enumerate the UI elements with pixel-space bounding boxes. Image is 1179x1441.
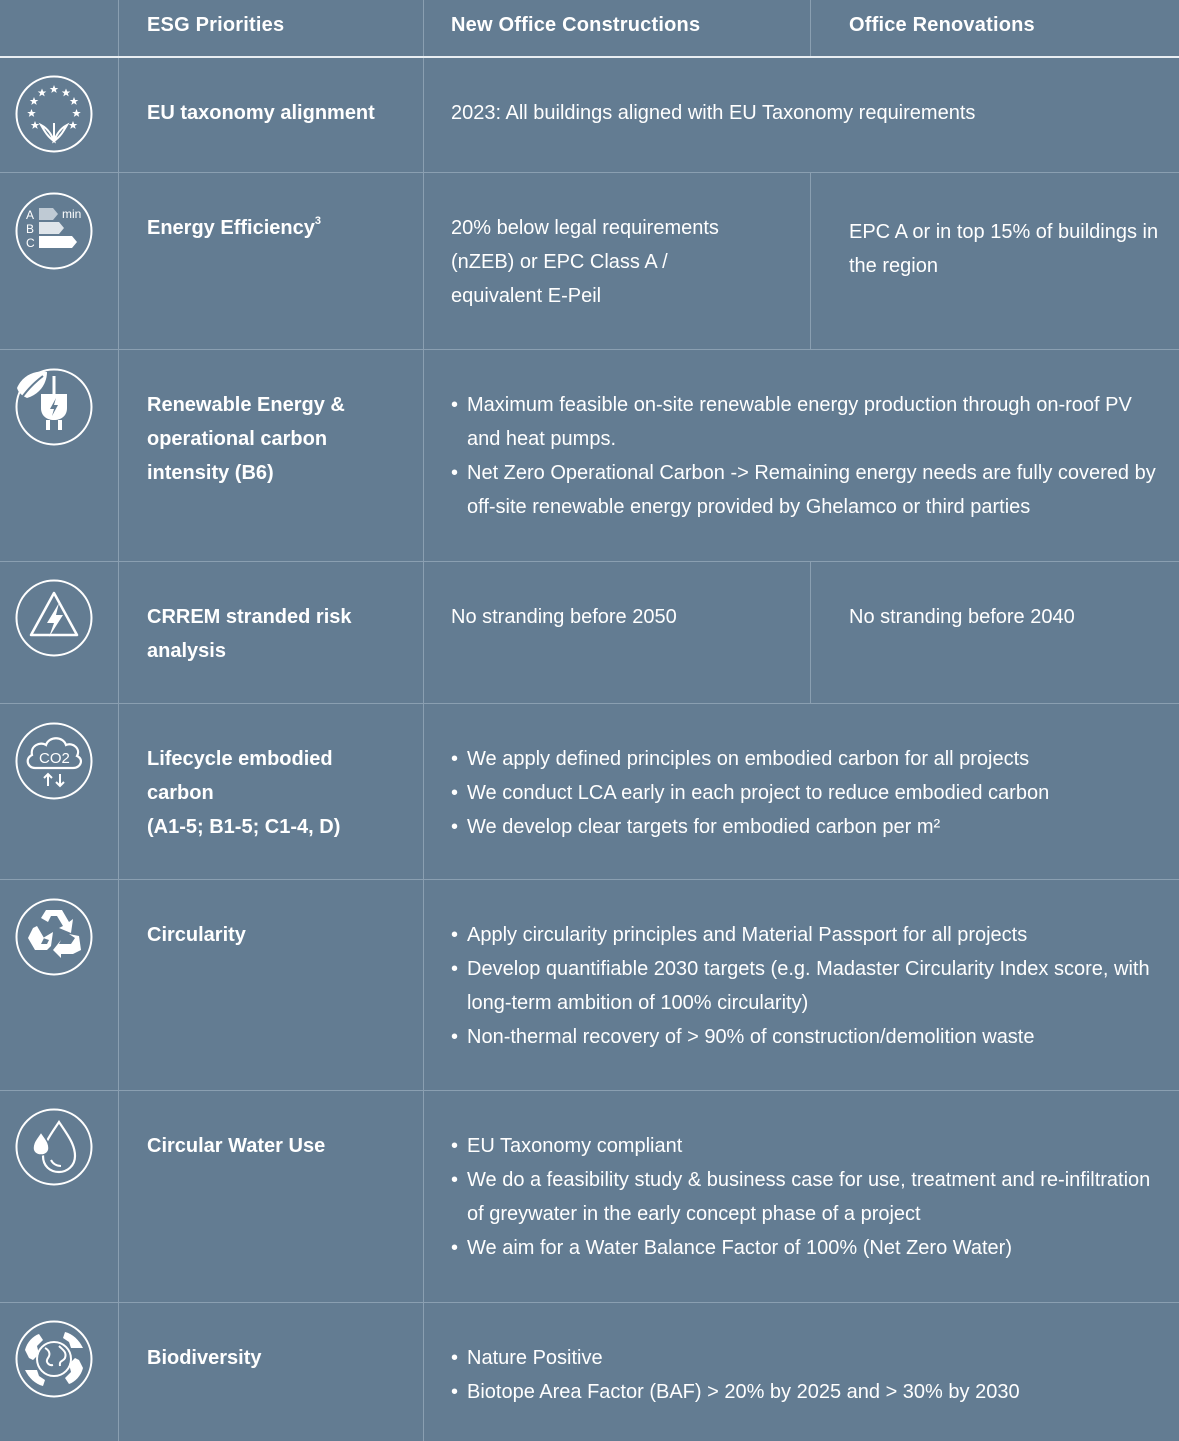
row-label: EU taxonomy alignment — [147, 102, 375, 124]
row-label: Circular Water Use — [147, 1135, 326, 1157]
row-label: Biodiversity — [147, 1347, 262, 1369]
svg-text:B: B — [26, 222, 35, 236]
list-item: • Apply circularity principles and Material Passport for all projects — [451, 918, 1163, 952]
list-item: • Non-thermal recovery of > 90% of construction/demolition waste — [451, 1020, 1163, 1054]
row-label: Renewable Energy & operational carbon intensity (B6) — [147, 394, 345, 484]
new-construction-cell: 20% below legal requirements (nZEB) or EPC Class A / equivalent E-Peil — [451, 217, 719, 307]
list-item: • We do a feasibility study & business case for use, treatment and re-infiltration of greywater in the early concept phase of a project — [451, 1163, 1163, 1231]
list-item: • We aim for a Water Balance Factor of 100% (Net Zero Water) — [451, 1231, 1163, 1265]
header-row — [0, 0, 1179, 57]
row-energy-efficiency — [0, 173, 1179, 349]
svg-text:A: A — [26, 208, 35, 222]
header-esg-priorities: ESG Priorities — [147, 14, 285, 36]
row-label: CRREM stranded risk analysis — [147, 606, 352, 662]
lightning-triangle-icon — [15, 579, 93, 657]
row-label: Circularity — [147, 924, 246, 946]
eu-stars-hands-icon — [15, 75, 93, 153]
list-item: • Nature Positive — [451, 1341, 1163, 1375]
row-label: Energy Efficiency$^3$ — [147, 215, 321, 239]
hands-globe-icon — [15, 1320, 93, 1398]
svg-text:C: C — [26, 236, 35, 250]
leaf-plug-icon — [15, 368, 93, 446]
header-new-office-constructions: New Office Constructions — [451, 14, 701, 36]
row-circular-water — [0, 1091, 1179, 1302]
list-item: • We develop clear targets for embodied carbon per m² — [451, 810, 1163, 844]
list-item: • Develop quantifiable 2030 targets (e.g. Madaster Circularity Index score, with long-term ambition of 100% circularity) — [451, 952, 1163, 1020]
list-item: • Net Zero Operational Carbon -> Remaining energy needs are fully covered by off-site renewable energy provided by Ghelamco or third parties — [451, 456, 1163, 524]
recycle-icon — [15, 898, 93, 976]
merged-bullet-list — [451, 1341, 1163, 1409]
renovation-cell: EPC A or in top 15% of buildings in the region — [849, 221, 1159, 277]
row-biodiversity — [0, 1303, 1179, 1441]
row-renewable-energy — [0, 350, 1179, 561]
merged-bullet-list — [451, 388, 1163, 524]
row-eu-taxonomy — [0, 58, 1179, 172]
list-item: • Biotope Area Factor (BAF) > 20% by 2025 and > 30% by 2030 — [451, 1375, 1163, 1409]
row-crrem — [0, 562, 1179, 703]
co2-cloud-icon — [15, 722, 93, 800]
header-office-renovations: Office Renovations — [849, 14, 1035, 36]
new-construction-cell: No stranding before 2050 — [451, 606, 677, 628]
renovation-cell: No stranding before 2040 — [849, 606, 1075, 628]
list-item: • EU Taxonomy compliant — [451, 1129, 1163, 1163]
row-label: Lifecycle embodied carbon (A1-5; B1-5; C1-4, D) — [147, 748, 341, 838]
energy-label-icon — [15, 192, 93, 270]
merged-bullet-list — [451, 742, 1163, 844]
svg-text:CO2: CO2 — [39, 750, 70, 767]
merged-bullet-list — [451, 1129, 1163, 1265]
list-item: • We conduct LCA early in each project to reduce embodied carbon — [451, 776, 1163, 810]
svg-text:min: min — [62, 207, 82, 221]
row-lifecycle-carbon — [0, 704, 1179, 879]
merged-cell: 2023: All buildings aligned with EU Taxonomy requirements — [451, 102, 976, 124]
water-drops-icon — [15, 1108, 93, 1186]
list-item: • We apply defined principles on embodied carbon for all projects — [451, 742, 1163, 776]
list-item: • Maximum feasible on-site renewable energy production through on-roof PV and heat pumps. — [451, 388, 1163, 456]
merged-bullet-list — [451, 918, 1163, 1054]
row-circularity — [0, 880, 1179, 1090]
